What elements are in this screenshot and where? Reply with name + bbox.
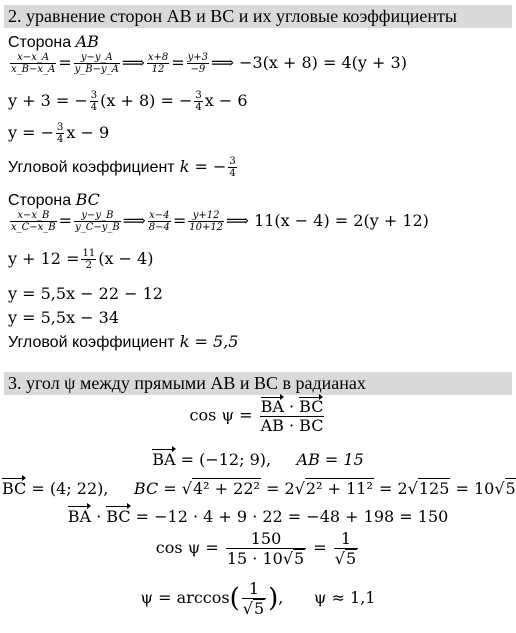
equation-tail: ⟹ 11(x − 4) = 2(y + 12) bbox=[226, 211, 429, 230]
equation-tail: ⟹ −3(x + 8) = 4(y + 3) bbox=[211, 53, 407, 72]
bc-equation-4: y = 5,5x − 34 bbox=[8, 308, 120, 327]
vector-bc: BC bbox=[299, 397, 324, 416]
frac-num: 11 bbox=[82, 248, 96, 259]
frac-den: 2 bbox=[81, 259, 96, 271]
eq-lhs: ψ = arccos bbox=[140, 588, 230, 608]
side-label: Сторона bbox=[8, 192, 72, 209]
eq-part: = 2 bbox=[373, 479, 408, 498]
bc-vector-line: BC = (4; 22), BC = √4² + 22² = 2√2² + 11² = 2√125 = 10√5 bbox=[2, 479, 516, 498]
side-name: AB bbox=[75, 32, 99, 51]
slope-label: Угловой коэффициент bbox=[8, 159, 175, 176]
radicand: 125 bbox=[418, 479, 450, 498]
bc-equation-3: y = 5,5x − 22 − 12 bbox=[8, 284, 163, 303]
frac-den: 4 bbox=[229, 168, 236, 179]
radicand: 4² + 22² bbox=[192, 479, 260, 498]
side-name: BC bbox=[75, 190, 100, 209]
eq-part: = 10 bbox=[450, 479, 495, 498]
frac-den: −9 bbox=[187, 63, 209, 75]
frac-num: y+12 bbox=[192, 210, 220, 221]
frac-den: 8−4 bbox=[148, 222, 170, 233]
frac-num: x+8 bbox=[147, 52, 169, 63]
side-ab-heading bbox=[8, 32, 99, 52]
bc-length-lhs: BC = bbox=[133, 479, 182, 498]
vector-value: = (4; 22), bbox=[26, 479, 109, 498]
psi-line: ψ = arccos( $\frac{1}{√5}$ ), ψ ≈ 1,1 bbox=[140, 579, 376, 618]
ab-equation-1: $\frac{x-x\_A}{x\_B-x\_A}$ = $\frac{y-y\_A}{y\_B-y\_A}$ ⟹ $\frac{x+8}{12}$ = $\frac{y+3}{-9}$ ⟹ −3(x + 8) = 4(y + 3) bbox=[11, 52, 407, 75]
eq-rhs: x − 9 bbox=[66, 123, 110, 142]
slope-var: k = − bbox=[179, 157, 227, 176]
frac-num: 3 bbox=[229, 156, 236, 167]
slope-value: k = 5,5 bbox=[179, 332, 239, 351]
bc-equation-2 bbox=[8, 248, 153, 271]
ab-length: AB = 15 bbox=[296, 450, 364, 469]
section-2-header bbox=[4, 5, 512, 28]
frac-den: y_C−y_B bbox=[75, 222, 120, 233]
frac-den: x_C−x_B bbox=[11, 222, 56, 233]
ab-equation-3 bbox=[8, 122, 109, 145]
eq-lhs: y = − bbox=[8, 123, 55, 142]
ab-equation-2 bbox=[8, 90, 248, 113]
frac-num: 3 bbox=[90, 90, 98, 101]
side-bc-heading bbox=[8, 190, 100, 210]
vector-ba: BA bbox=[67, 507, 91, 526]
frac-den: y_B−y_A bbox=[74, 64, 119, 75]
frac-num: x−x_B bbox=[17, 210, 50, 221]
dot-operator: · bbox=[283, 397, 300, 416]
radicand: 5 bbox=[505, 479, 516, 498]
vector-bc: BC bbox=[106, 507, 131, 526]
frac-num: 3 bbox=[57, 122, 64, 133]
eq-mid: (x + 8) = − bbox=[100, 91, 193, 110]
radicand: 2² + 11² bbox=[305, 479, 373, 498]
frac-den: 4 bbox=[57, 134, 64, 145]
frac-den: AB · BC bbox=[260, 415, 324, 435]
frac-num: y−y_B bbox=[81, 210, 114, 221]
ab-slope-line bbox=[8, 156, 239, 179]
vector-ba: BA bbox=[152, 450, 176, 469]
slope-label: Угловой коэффициент bbox=[8, 334, 175, 351]
eq-rhs: (x − 4) bbox=[98, 249, 154, 268]
frac-num: 150 bbox=[250, 529, 282, 548]
frac-den: 10+12 bbox=[189, 222, 224, 233]
side-label: Сторона bbox=[8, 34, 72, 51]
ba-vector-line bbox=[0, 450, 516, 469]
eq-rhs: x − 6 bbox=[204, 91, 248, 110]
radicand: 5 bbox=[294, 548, 305, 568]
frac-num: y+3 bbox=[187, 52, 209, 63]
cos-definition bbox=[0, 398, 516, 434]
bc-slope-line bbox=[8, 332, 238, 352]
frac-num: x−4 bbox=[149, 210, 170, 221]
frac-den: 15 · 10 bbox=[226, 548, 283, 568]
frac-num: 1 bbox=[248, 579, 260, 598]
eq-lhs: cos ψ = bbox=[189, 405, 253, 425]
frac-den: 12 bbox=[147, 63, 169, 75]
frac-den: 4 bbox=[90, 102, 98, 113]
vector-value: = (−12; 9), bbox=[175, 450, 272, 469]
frac-num: y−y_A bbox=[80, 52, 113, 63]
section-3-header bbox=[4, 372, 512, 395]
dot-product-line bbox=[0, 507, 516, 526]
radicand: 5 bbox=[346, 548, 357, 568]
eq-lhs: y + 12 = bbox=[8, 249, 80, 268]
radicand: 5 bbox=[253, 598, 265, 618]
equals: = bbox=[313, 538, 327, 558]
section-3-title: 3. угол ψ между прямыми AB и BC в радианах bbox=[8, 373, 366, 393]
dot-operator: · bbox=[91, 507, 107, 526]
frac-den: 4 bbox=[195, 102, 202, 113]
eq-lhs: y + 3 = − bbox=[8, 91, 88, 110]
cos-value-line: cos ψ = $\frac{150}{15 \cdot 10√5}$ = $\frac{1}{√5}$ bbox=[155, 529, 357, 568]
frac-num: 3 bbox=[195, 90, 202, 101]
psi-approx: ψ ≈ 1,1 bbox=[313, 588, 376, 608]
section-2-title: 2. уравнение сторон AB и BC и их угловые коэффициенты bbox=[8, 6, 457, 26]
eq-part: = 2 bbox=[260, 479, 295, 498]
frac-num: x−x_A bbox=[17, 52, 50, 63]
vector-ba: BA bbox=[260, 397, 284, 416]
dot-value: = −12 · 4 + 9 · 22 = −48 + 198 = 150 bbox=[130, 507, 449, 526]
bc-equation-1: $\frac{x-x\_B}{x\_C-x\_B}$ = $\frac{y-y\_B}{y\_C-y\_B}$ ⟹ $\frac{x-4}{8-4}$ = $\frac{y+12}{10+12}$ ⟹ 11(x − 4) = 2(y + 12) bbox=[11, 210, 429, 233]
frac-den: x_B−x_A bbox=[11, 64, 56, 75]
vector-bc: BC bbox=[2, 479, 27, 498]
eq-lhs: cos ψ = bbox=[155, 538, 219, 558]
frac-num: 1 bbox=[340, 529, 352, 548]
